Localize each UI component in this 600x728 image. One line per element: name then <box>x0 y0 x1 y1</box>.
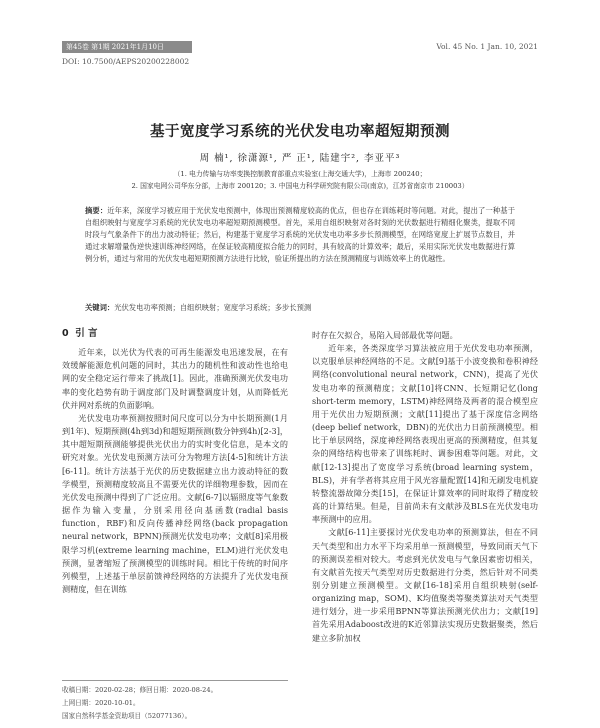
paragraph: 光伏发电功率预测按照时间尺度可以分为中长期预测(1月到1年)、短期预测(4h到3d)和超短期预测(数分钟到4h)[2-3]，其中超短期预测能够提供光伏出力的实时变化信息，是本文的研究对象。光伏发电预测方法可分为物理方法[4-5]和统计方法[6-11]。统计方法基于光伏的历史数据建立出力波动特征的数学模型，预测精度较高且不需要光伏的详细物理参数，因而在光伏发电预测中得到了广泛应用。文献[6-7]以辐照度等气象数据作为输入变量，分别采用径向基函数(radial basis function，RBF)和反向传播神经网络(back propagation neural network，BPNN)预测光伏发电功率；文献[8]采用极限学习机(extreme learning machine，ELM)进行光伏发电预测，显著缩短了预测模型的训练时间。相比于传统的时间序列模型，上述基于单层前馈神经网络的方法提升了光伏发电预测精度，但在训练 <box>62 412 288 594</box>
journal-issue-english: Vol. 45 No. 1 Jan. 10, 2021 <box>436 42 538 51</box>
footnote-received: 收稿日期：2020-02-28；修回日期：2020-08-24。 <box>62 686 218 694</box>
abstract-label: 摘要： <box>85 206 108 215</box>
doi[interactable]: DOI: 10.7500/AEPS20200228002 <box>62 57 190 66</box>
section-title: 引 言 <box>75 328 98 339</box>
keywords <box>85 303 515 313</box>
affiliation-line-1: （1. 电力传输与功率变换控制教育部重点实验室(上海交通大学)，上海市 200240； <box>173 170 427 178</box>
journal-issue-banner: 第45卷 第1期 2021年1月10日 <box>62 41 192 53</box>
paragraph: 近年来，各类深度学习算法被应用于光伏发电功率预测，以克服单层神经网络的不足。文献[9]基于小波变换和卷积神经网络(convolutional neural network，CNN)，提高了光伏发电功率的预测精度；文献[10]将CNN、长短期记忆(long short-term memory，LSTM)神经网络及两者的混合模型应用于光伏出力短期预测；文献[11]提出了基于深度信念网络(deep belief network，DBN)的光伏出力日前预测模型。相比于单层网络，深度神经网络表现出更高的预测精度，但其复杂的网络结构也带来了训练耗时、调参困难等问题。对此，文献[12-13]提出了宽度学习系统(broad learning system，BLS)，并有学者将其应用于风光容量配置[14]和无刷发电机旋转整流器故障分类[15]，在保证计算效率的同时取得了精度较高的计算结果。但是，目前尚未有文献涉及BLS在光伏发电功率预测中的应用。 <box>312 343 538 525</box>
paragraph: 文献[6-11]主要探讨光伏发电功率的预测算法，但在不同天气类型和出力水平下均采用单一预测模型，导致同雨天气下的预测误差相对较大。考虑到光伏发电与气象因素密切相关，有文献首先按天气类型对历史数据进行分类，然后针对不同类别分别建立预测模型。文献[16-18]采用自组织映射(self-organizing map，SOM)、K均值聚类等聚类算法对天气类型进行划分，进一步采用BPNN等算法预测光伏出力；文献[19]首先采用Adaboost改进的K近邻算法实现历史数据聚类，然后建立多阶加权 <box>312 527 538 643</box>
abstract-text: 近年来，深度学习被应用于光伏发电预测中，体现出预测精度较高的优点，但也存在训练耗时等问题。对此，提出了一种基于自组织映射与宽度学习系统的光伏发电功率超短期预测模型。首先，采用自组织映射对各时刻的光伏数据进行精细化聚类，提取不同时段与气象条件下的出力波动特征；然后，构建基于宽度学习系统的光伏发电功率多步长预测模型，在网络宽度上扩展节点数目，并通过求解增量伪逆快速训练神经网络，在保证较高精度拟合能力的同时，具有较高的计算效率；最后，采用实际光伏发电数据进行算例分析，通过与常用的光伏发电超短期预测方法进行比较，验证所提出的方法在预测精度与训练效率上的优越性。 <box>85 206 515 264</box>
footnote-online: 上网日期：2020-10-01。 <box>62 699 140 707</box>
right-column <box>312 329 538 645</box>
paragraph-continuation: 时存在欠拟合，易陷入局部最优等问题。 <box>312 330 458 340</box>
section-heading <box>62 327 288 340</box>
left-column <box>62 327 288 596</box>
footnote-divider <box>62 680 288 681</box>
paper-title: 基于宽度学习系统的光伏发电功率超短期预测 <box>150 124 450 140</box>
affiliation-line-2: 2. 国家电网公司华东分部，上海市 200120；3. 中国电力科学研究院有限公司(南京)，江苏省南京市 210003） <box>131 182 469 190</box>
keywords-text: 光伏发电功率预测；自组织映射；宽度学习系统；多步长预测 <box>114 303 312 312</box>
abstract <box>85 205 515 265</box>
footnote-funding: 国家自然科学基金资助项目（52077136）。 <box>62 712 192 720</box>
paragraph: 近年来，以光伏为代表的可再生能源发电迅速发展，在有效缓解能源危机问题的同时，其出力的随机性和波动性也给电网的安全稳定运行带来了挑战[1]。因此，准确预测光伏发电功率的变化趋势有助于调度部门及时调整调度计划，从而降低光伏并网对系统的负面影响。 <box>62 347 288 410</box>
author-list: 周 楠¹, 徐潇源¹, 严 正¹, 陆建宇², 李亚平³ <box>199 153 401 164</box>
section-number: 0 <box>62 328 69 339</box>
keywords-label: 关键词： <box>85 303 115 312</box>
